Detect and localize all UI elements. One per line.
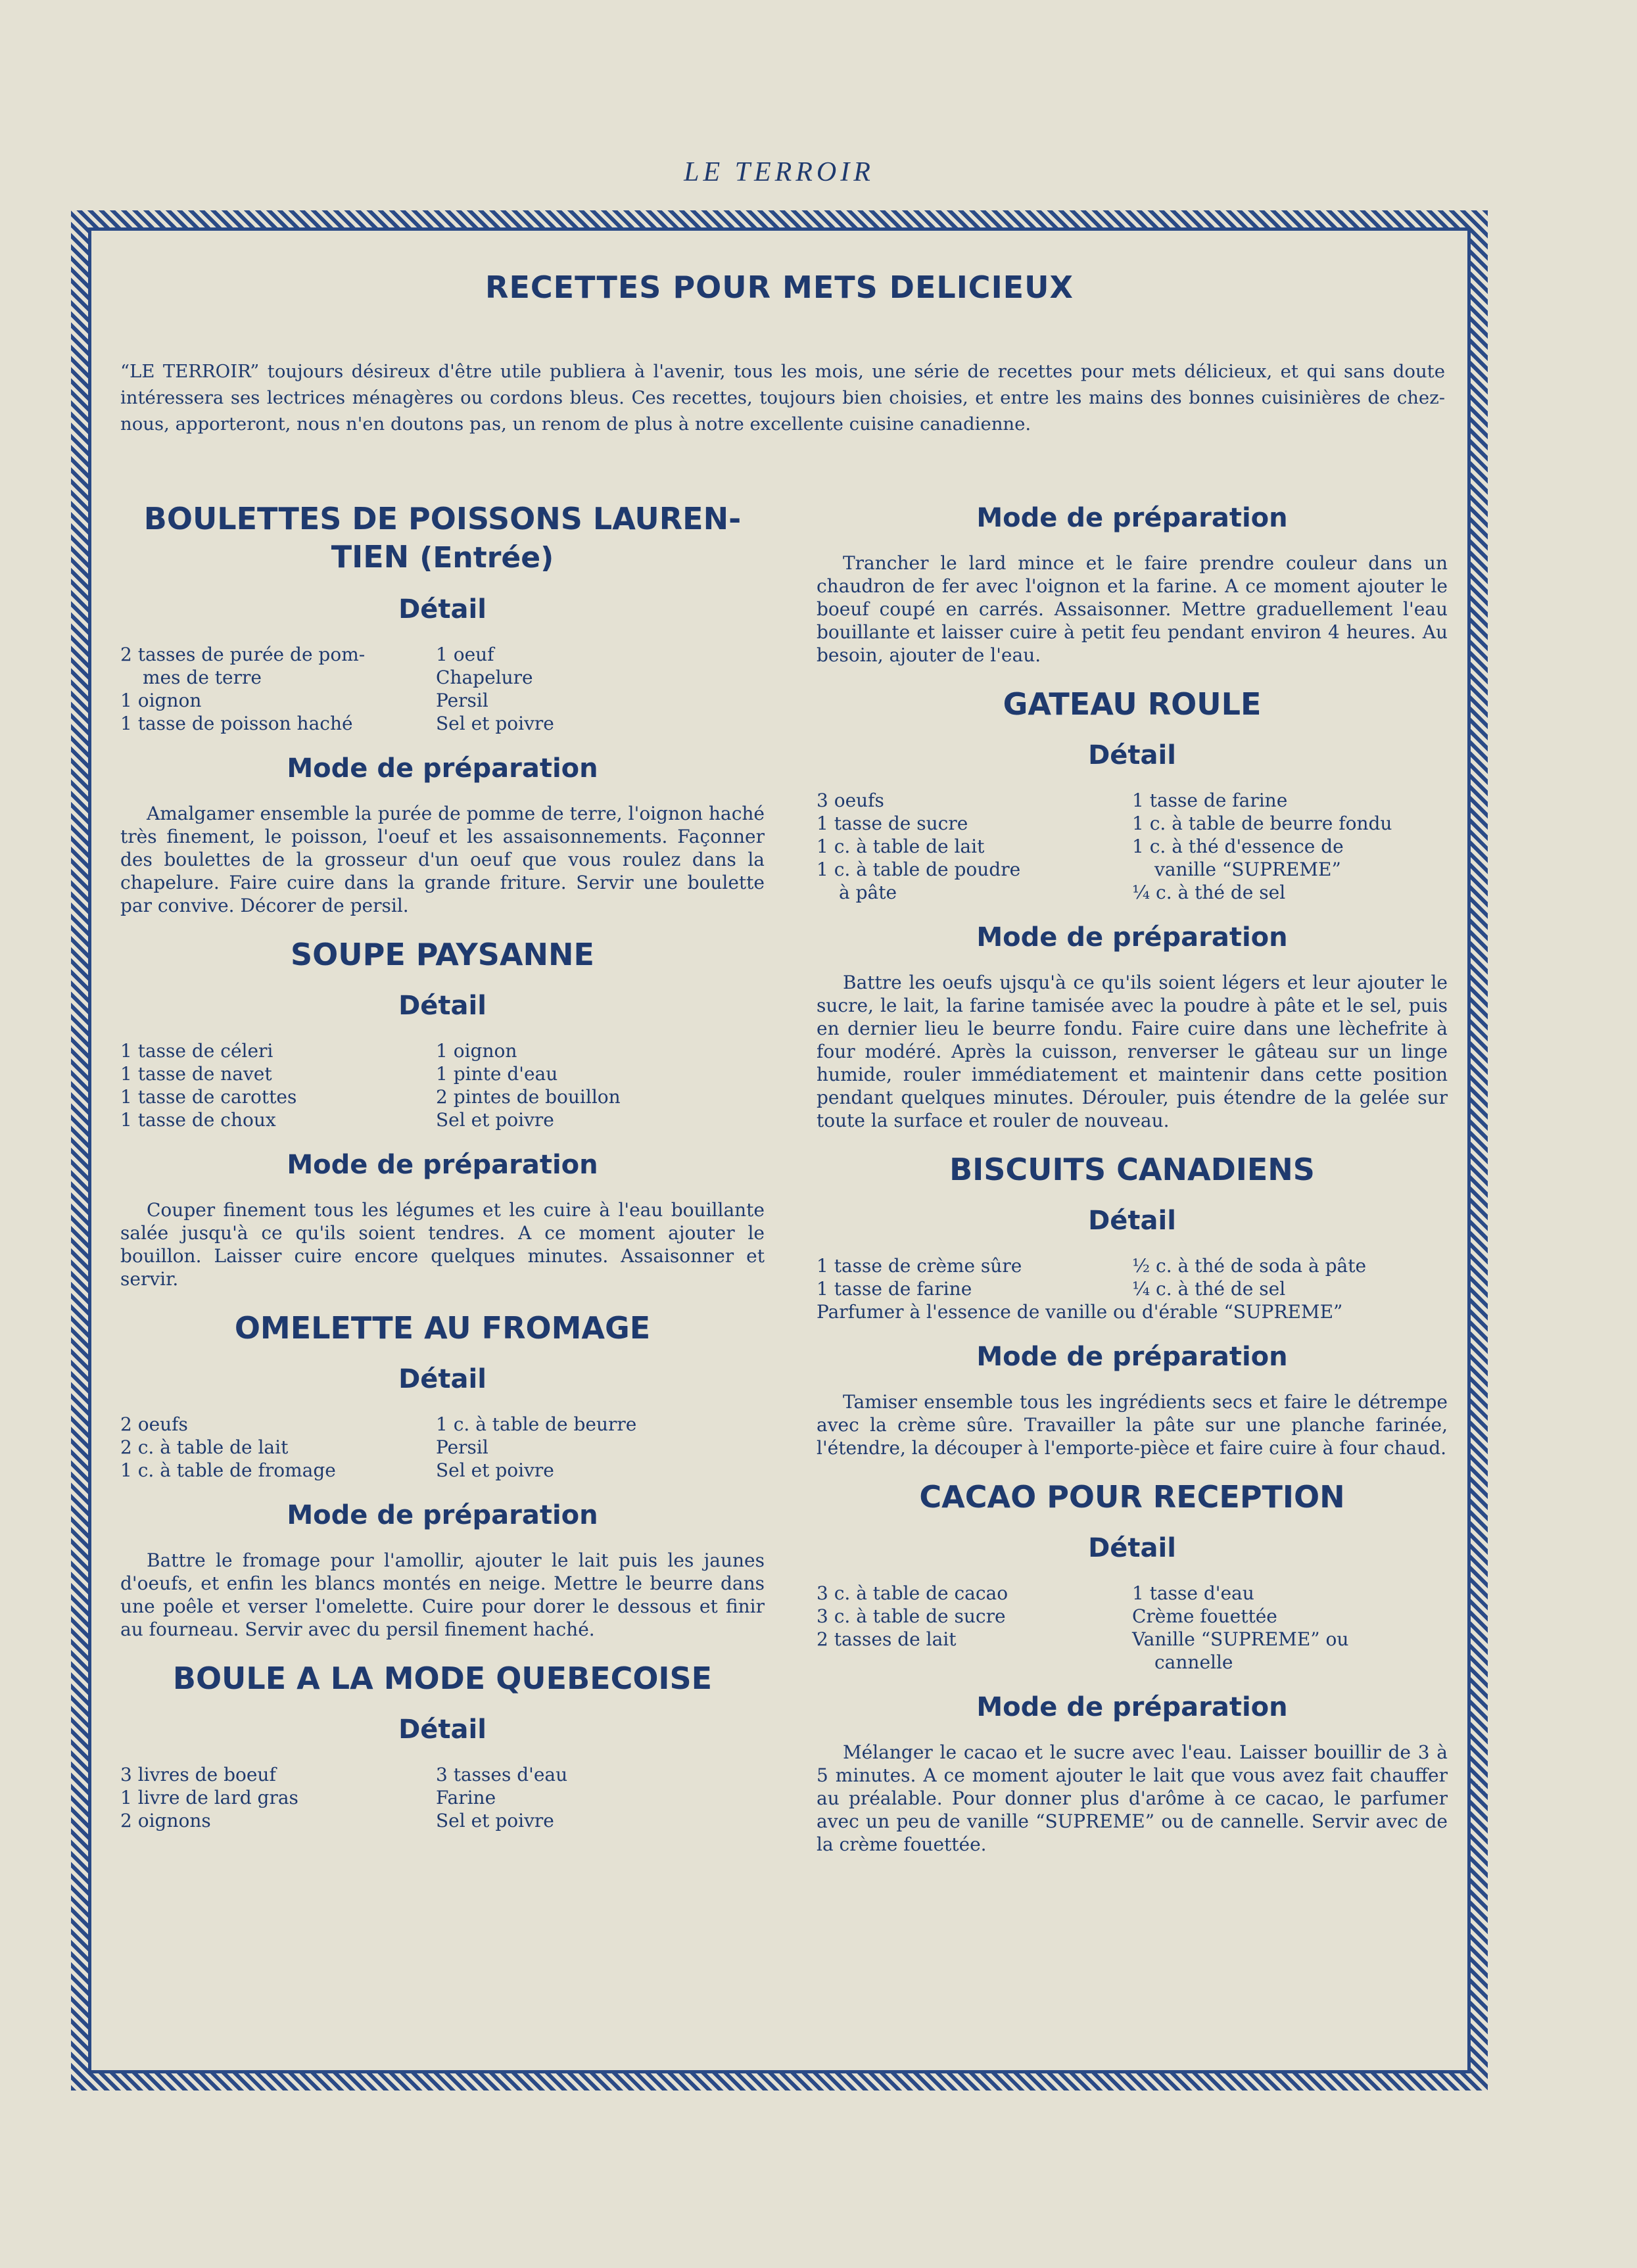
ingredient: ¼ c. à thé de sel <box>1132 882 1286 903</box>
ingredient: 1 c. à table de beurre <box>436 1413 637 1435</box>
detail-heading: Détail <box>398 1364 486 1394</box>
ingredient: 1 oignon <box>120 690 202 711</box>
ingredients <box>817 1254 1448 1300</box>
ingredient: cannelle <box>1154 1651 1233 1673</box>
ingredient: 1 tasse de farine <box>817 1278 972 1300</box>
recipe-cacao <box>817 1478 1448 1856</box>
ingredient: 1 oeuf <box>436 644 494 665</box>
ingredient: 1 tasse d'eau <box>1132 1582 1254 1604</box>
ingredient: Sel et poivre <box>436 1109 554 1131</box>
detail-heading: Détail <box>398 1714 486 1745</box>
recipe-title: GATEAU ROULE <box>1003 686 1262 722</box>
ingredient: Persil <box>436 1436 488 1458</box>
detail-heading: Détail <box>1088 740 1176 770</box>
ingredient: 1 pinte d'eau <box>436 1063 558 1085</box>
recipe-title <box>120 500 765 577</box>
recipe-title: CACAO POUR RECEPTION <box>919 1479 1345 1515</box>
detail-heading: Détail <box>398 594 486 625</box>
detail-heading: Détail <box>398 991 486 1021</box>
mode-heading: Mode de préparation <box>976 1692 1288 1722</box>
recipe-soupe <box>120 935 765 1290</box>
recipe-title: BOULE A LA MODE QUEBECOISE <box>172 1661 713 1696</box>
running-head: LE TERROIR <box>684 157 874 187</box>
ingredients <box>120 1039 765 1131</box>
ingredient: ½ c. à thé de soda à pâte <box>1132 1255 1367 1277</box>
ingredient: 2 tasses de purée de pom- <box>120 644 366 665</box>
ingredient: 1 c. à thé d'essence de <box>1132 836 1344 857</box>
ingredient: 2 pintes de bouillon <box>436 1086 621 1108</box>
mode-heading: Mode de préparation <box>976 922 1288 953</box>
ingredients <box>120 643 765 735</box>
recipe-title: OMELETTE AU FROMAGE <box>234 1310 651 1346</box>
ingredient: Farine <box>436 1787 496 1808</box>
ingredient: 1 tasse de carottes <box>120 1086 297 1108</box>
intro-paragraph: “LE TERROIR” toujours désireux d'être utile publiera à l'avenir, tous les mois, une série de recettes pour mets délicieux, et qui sans doute intéressera ses lectrices ménagères ou cordons bleus. Ces recettes, toujours bien choisies, et entre les mains des bonnes cuisinières de chez-nous, apporteront, nous n'en doutons pas, un renom de plus à notre excellente cuisine canadienne. <box>120 361 1445 435</box>
ingredient: 2 oeufs <box>120 1413 188 1435</box>
ingredient: mes de terre <box>143 667 262 688</box>
preparation-text: Battre le fromage pour l'amollir, ajouter le lait puis les jaunes d'oeufs, et enfin les blancs montés en neige. Mettre le beurre dans une poêle et verser l'omelette. Cuire pour dorer le dessous et finir au fourneau. Servir avec du persil finement haché. <box>120 1549 765 1640</box>
ingredient: 1 tasse de farine <box>1132 790 1288 811</box>
ingredients <box>120 1413 765 1482</box>
recipe-title-line1: BOULETTES DE POISSONS LAUREN- <box>143 501 742 536</box>
ingredient: Sel et poivre <box>436 713 554 734</box>
ingredient: vanille “SUPREME” <box>1154 859 1341 880</box>
detail-heading: Détail <box>1088 1533 1176 1563</box>
recipe-omelette <box>120 1309 765 1641</box>
recipe-boule <box>120 1659 765 1832</box>
preparation-text: Amalgamer ensemble la purée de pomme de terre, l'oignon haché très finement, le poisson, l'oeuf et les assaisonnements. Façonner des boulettes de la grosseur d'un oeuf que vous roulez dans la chapelure. Faire cuire dans la grande friture. Servir une boulette par convive. Décorer de persil. <box>120 803 765 916</box>
ingredient-note: Parfumer à l'essence de vanille ou d'érable “SUPREME” <box>817 1301 1343 1323</box>
ingredient: 2 oignons <box>120 1810 211 1831</box>
mode-heading: Mode de préparation <box>976 1342 1288 1372</box>
ingredient: Crème fouettée <box>1132 1605 1277 1627</box>
ingredient: 1 c. à table de lait <box>817 836 985 857</box>
ingredient: Persil <box>436 690 488 711</box>
ingredient: 3 c. à table de cacao <box>817 1582 1008 1604</box>
right-column <box>817 503 1448 1874</box>
ingredient: 1 livre de lard gras <box>120 1787 298 1808</box>
ingredient: 3 c. à table de sucre <box>817 1605 1006 1627</box>
ingredients <box>817 789 1448 904</box>
recipe-gateau <box>817 685 1448 1132</box>
ingredient: Vanille “SUPREME” ou <box>1132 1628 1349 1650</box>
ingredient: 1 c. à table de poudre <box>817 859 1021 880</box>
mode-heading: Mode de préparation <box>287 1500 598 1530</box>
recipe-biscuits <box>817 1150 1448 1459</box>
preparation-text: Trancher le lard mince et le faire prendre couleur dans un chaudron de fer avec l'oignon et la farine. A ce moment ajouter le boeuf coupé en carrés. Assaisonner. Mettre graduellement l'eau bouillante et laisser cuire à petit feu pendant environ 4 heures. Au besoin, ajouter de l'eau. <box>817 552 1448 666</box>
mode-heading: Mode de préparation <box>287 753 598 784</box>
page-title: RECETTES POUR METS DELICIEUX <box>485 270 1074 305</box>
ingredient: à pâte <box>839 882 897 903</box>
preparation-text: Tamiser ensemble tous les ingrédients secs et faire le détrempe avec la crème sûre. Travailler la pâte sur une planche farinée, l'étendre, la découper à l'emporte-pièce et faire cuire à four chaud. <box>817 1391 1448 1459</box>
ingredient: Sel et poivre <box>436 1459 554 1481</box>
ingredient: 1 tasse de crème sûre <box>817 1255 1022 1277</box>
preparation-text: Couper finement tous les légumes et les cuire à l'eau bouillante salée jusqu'à ce qu'ils soient tendres. A ce moment ajouter le bouillon. Laisser cuire encore quelques minutes. Assaisonner et servir. <box>120 1199 765 1290</box>
ingredient: 1 tasse de poisson haché <box>120 713 353 734</box>
ingredient: 3 livres de boeuf <box>120 1764 276 1785</box>
ingredient: 2 c. à table de lait <box>120 1436 289 1458</box>
ingredient: 1 tasse de navet <box>120 1063 272 1085</box>
recipe-title-note: (Entrée) <box>419 541 554 575</box>
ingredient: 2 tasses de lait <box>817 1628 957 1650</box>
left-column <box>120 500 765 1851</box>
recipe-title: SOUPE PAYSANNE <box>291 937 594 972</box>
recipe-title: BISCUITS CANADIENS <box>949 1152 1315 1187</box>
ingredient: Chapelure <box>436 667 533 688</box>
preparation-text: Mélanger le cacao et le sucre avec l'eau. Laisser bouillir de 3 à 5 minutes. A ce moment ajouter le lait que vous avez fait chauffer au préalable. Pour donner plus d'arôme à ce cacao, le parfumer avec un peu de vanille “SUPREME” ou de cannelle. Servir avec de la crème fouettée. <box>817 1741 1448 1855</box>
recipe-boulettes <box>120 500 765 917</box>
mode-heading: Mode de préparation <box>287 1150 598 1180</box>
ingredient: 1 tasse de choux <box>120 1109 276 1131</box>
ingredient: 1 c. à table de beurre fondu <box>1132 813 1392 834</box>
ingredient: 1 oignon <box>436 1040 517 1062</box>
preparation-text: Battre les oeufs ujsqu'à ce qu'ils soient légers et leur ajouter le sucre, le lait, la farine tamisée avec la poudre à pâte et le sel, puis en dernier lieu le beurre fondu. Faire cuire dans une lèchefrite à four modéré. Après la cuisson, renverser le gâteau sur un linge humide, rouler immédiatement et maintenir dans cette position pendant quelques minutes. Dérouler, puis étendre de la gelée sur toute la surface et rouler de nouveau. <box>817 972 1448 1131</box>
ingredient: 1 c. à table de fromage <box>120 1459 336 1481</box>
ingredient: 1 tasse de sucre <box>817 813 968 834</box>
ingredient: 3 oeufs <box>817 790 884 811</box>
detail-heading: Détail <box>1088 1206 1176 1236</box>
recipe-title-line2: TIEN <box>331 539 410 575</box>
ingredient: 3 tasses d'eau <box>436 1764 568 1785</box>
recipe-boule-continued <box>817 503 1448 667</box>
mode-heading: Mode de préparation <box>976 503 1288 533</box>
ingredient: Sel et poivre <box>436 1810 554 1831</box>
ingredients <box>817 1582 1448 1674</box>
ingredients <box>120 1763 765 1832</box>
ingredient: 1 tasse de céleri <box>120 1040 273 1062</box>
ingredient: ¼ c. à thé de sel <box>1132 1278 1286 1300</box>
ingredient-note-row <box>817 1300 1448 1323</box>
